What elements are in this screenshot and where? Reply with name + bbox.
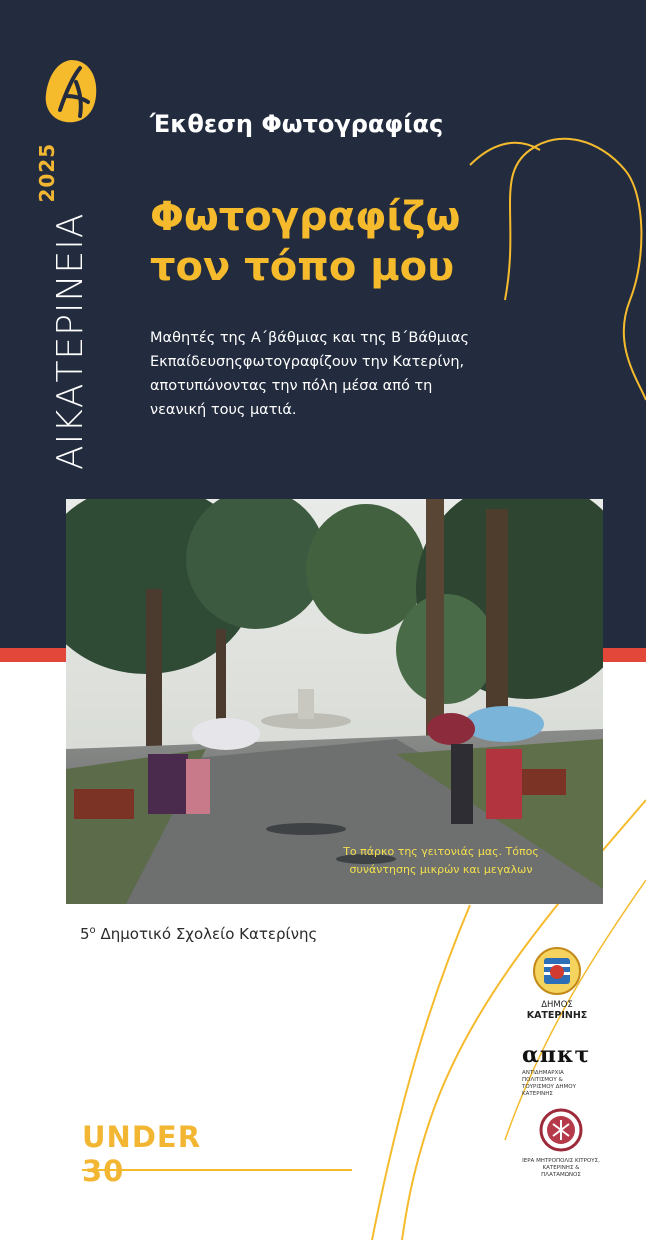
exhibition-title-line2: τον τόπο μου — [150, 244, 455, 290]
metropolis-text: ΙΕΡΑ ΜΗΤΡΟΠΟΛΙΣ ΚΙΤΡΟΥΣ, ΚΑΤΕΡΙΝΗΣ & ΠΛΑΤΑΜΩΝΟΣ — [522, 1158, 600, 1178]
stylized-a-logo-icon — [42, 56, 100, 126]
festival-name: ΑΙΚΑΤΕΡΙΝΕΙΑ — [50, 212, 91, 470]
apkt-logo: απκτ — [522, 1042, 591, 1068]
municipality-crest-icon — [532, 946, 582, 996]
school-ordinal: 5 — [80, 925, 90, 943]
school-label: Δημοτικό Σχολείο Κατερίνης — [100, 925, 318, 943]
under30-logo — [82, 1120, 201, 1188]
under30-line2: 30 — [82, 1154, 125, 1188]
photo-caption-line2: συνάντησης μικρών και μεγαλων — [349, 863, 533, 876]
exhibition-description: Μαθητές της Α΄βάθμιας και της Β΄Βάθμιας Εκπαίδευσηςφωτογραφίζουν την Κατερίνη, αποτυπώνοντας την πόλη μέσα από τη νεανική τους ματιά. — [150, 330, 469, 418]
park-photo — [66, 499, 603, 904]
school-name — [80, 925, 317, 943]
apkt-sponsor — [522, 1042, 602, 1098]
photo-caption-line1: Το πάρκο της γειτονιάς μας. Τόπος — [343, 845, 539, 858]
festival-vertical-title — [35, 142, 91, 470]
under30-line1: UNDER — [82, 1120, 202, 1154]
school-ordinal-suffix: ο — [89, 925, 96, 936]
exhibition-title — [150, 192, 590, 292]
metropolis-seal-icon — [539, 1108, 583, 1152]
exhibition-subtitle: Έκθεση Φωτογραφίας — [150, 110, 444, 138]
exhibition-title-line1: Φωτογραφίζω — [150, 194, 461, 240]
festival-year: 2025 — [35, 142, 59, 203]
municipality-line2: ΚΑΤΕΡΙΝΗΣ — [526, 1010, 588, 1021]
municipality-line1: ΔΗΜΟΣ — [541, 1000, 573, 1010]
metropolis-sponsor — [522, 1108, 600, 1179]
accent-stripe-left — [0, 648, 68, 662]
photo-caption — [296, 843, 586, 879]
accent-stripe-right — [600, 648, 646, 662]
apkt-text: ΑΝΤΙΔΗΜΑΡΧΙΑ ΠΟΛΙΤΙΣΜΟΥ & ΤΟΥΡΙΣΜΟΥ ΔΗΜΟΥ ΚΑΤΕΡΙΝΗΣ — [522, 1070, 576, 1097]
municipality-sponsor — [520, 946, 594, 1022]
